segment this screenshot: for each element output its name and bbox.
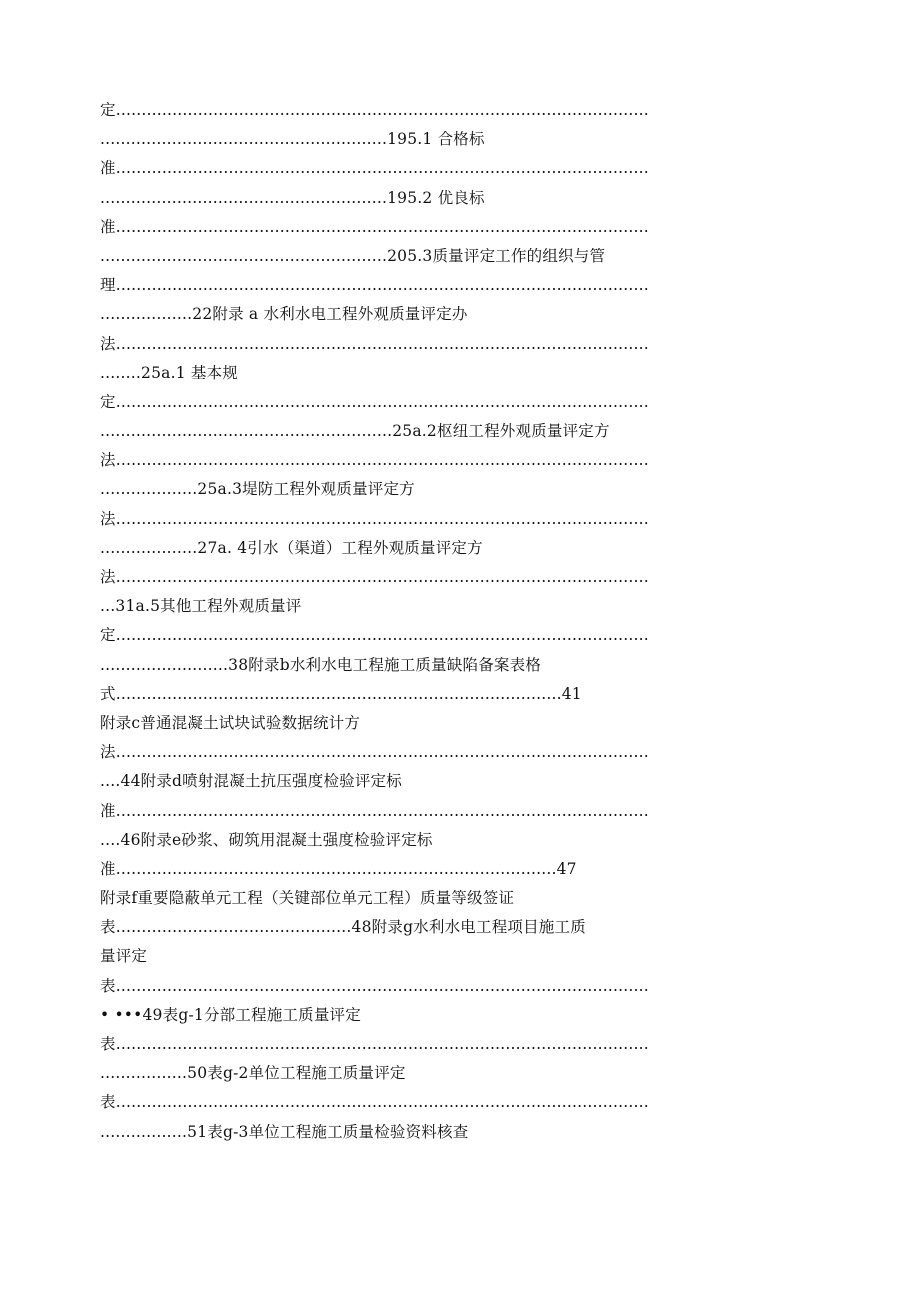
toc-line: 式.......................................................................................41: [100, 684, 582, 703]
toc-line: 量评定: [100, 947, 148, 966]
toc-line: .........................38附录b水利水电工程施工质量缺陷备案表格: [100, 655, 542, 674]
toc-line: ........25a.1 基本规: [100, 363, 238, 382]
toc-line: 表........................................................................................................: [100, 1035, 649, 1053]
toc-line: ..................22附录 a 水利水电工程外观质量评定办: [100, 305, 468, 324]
toc-line: ....46附录e砂浆、砌筑用混凝土强度检验评定标: [100, 830, 433, 849]
toc-line: ....44附录d喷射混凝土抗压强度检验评定标: [100, 772, 402, 791]
toc-line: ........................................................195.1 合格标: [100, 130, 485, 149]
toc-line: 准........................................................................................................: [100, 801, 649, 820]
toc-line: 法........................................................................................................: [100, 743, 649, 762]
toc-line: 附录f重要隐蔽单元工程（关键部位单元工程）质量等级签证: [100, 889, 515, 908]
toc-line: ........................................................195.2 优良标: [100, 188, 485, 207]
toc-line: ...................27a. 4引水（渠道）工程外观质量评定方: [100, 538, 483, 557]
toc-line: 表..............................................48附录g水利水电工程项目施工质: [100, 918, 586, 937]
toc-line: 理........................................................................................................: [100, 276, 649, 295]
toc-line: 表........................................................................................................: [100, 1093, 649, 1112]
toc-line: 表........................................................................................................: [100, 976, 649, 995]
toc-line: ...................25a.3堤防工程外观质量评定方: [100, 480, 415, 499]
toc-line: 法........................................................................................................: [100, 568, 649, 586]
toc-line: 准........................................................................................................: [100, 159, 649, 178]
toc-line: .................51表g-3单位工程施工质量检验资料核查: [100, 1122, 469, 1141]
toc-line: .................50表g-2单位工程施工质量评定: [100, 1064, 406, 1083]
toc-line: 定........................................................................................................: [100, 101, 649, 119]
toc-line: ...31a.5其他工程外观质量评: [100, 597, 302, 616]
toc-line: .........................................................25a.2枢纽工程外观质量评定方: [100, 422, 610, 441]
toc-line: • •••49表g-1分部工程施工质量评定: [100, 1005, 361, 1024]
toc-line: 法........................................................................................................: [100, 451, 649, 470]
toc-line: 法........................................................................................................: [100, 334, 649, 353]
toc-line: 准......................................................................................47: [100, 859, 577, 878]
table-of-contents: [100, 96, 800, 1147]
toc-line: 定........................................................................................................: [100, 626, 649, 645]
toc-line: 法........................................................................................................: [100, 509, 649, 528]
toc-line: 附录c普通混凝土试块试验数据统计方: [100, 713, 361, 732]
toc-line: ........................................................205.3质量评定工作的组织与管: [100, 246, 606, 265]
toc-line: 定........................................................................................................: [100, 392, 649, 411]
toc-line: 准........................................................................................................: [100, 217, 649, 236]
